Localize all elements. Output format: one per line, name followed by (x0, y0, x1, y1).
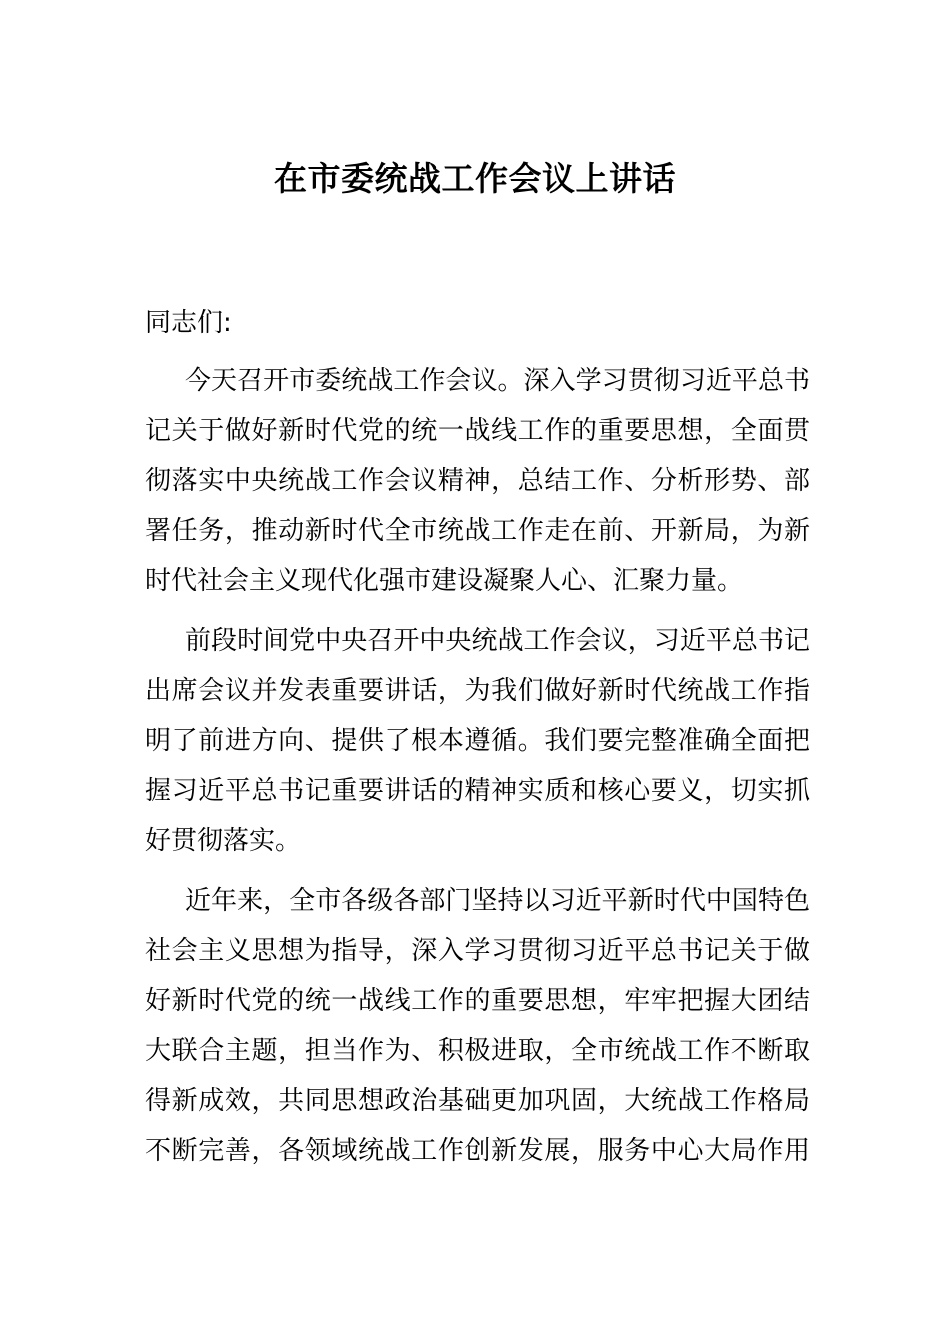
paragraph-line: 好贯彻落实。 (145, 826, 302, 856)
paragraph-1 (145, 356, 810, 606)
paragraph-line: 出席会议并发表重要讲话，为我们做好新时代统战工作指 (145, 676, 810, 706)
paragraph-line: 前段时间党中央召开中央统战工作会议，习近平总书记 (185, 626, 810, 656)
paragraph-line: 握习近平总书记重要讲话的精神实质和核心要义，切实抓 (145, 776, 810, 806)
paragraph-line: 好新时代党的统一战线工作的重要思想，牢牢把握大团结 (145, 986, 810, 1016)
document-title: 在市委统战工作会议上讲话 (274, 159, 676, 198)
paragraph-line: 社会主义思想为指导，深入学习贯彻习近平总书记关于做 (145, 936, 810, 966)
paragraph-line: 时代社会主义现代化强市建设凝聚人心、汇聚力量。 (145, 566, 744, 596)
salutation: 同志们: (145, 308, 232, 338)
paragraph-line: 署任务，推动新时代全市统战工作走在前、开新局，为新 (145, 516, 810, 546)
paragraph-2 (145, 616, 810, 866)
paragraph-line: 明了前进方向、提供了根本遵循。我们要完整准确全面把 (145, 726, 810, 756)
paragraph-line: 大联合主题，担当作为、积极进取，全市统战工作不断取 (145, 1036, 810, 1066)
paragraph-3 (145, 876, 810, 1176)
paragraph-line: 不断完善，各领域统战工作创新发展，服务中心大局作用 (145, 1136, 810, 1166)
paragraph-line: 记关于做好新时代党的统一战线工作的重要思想，全面贯 (145, 416, 810, 446)
paragraph-line: 得新成效，共同思想政治基础更加巩固，大统战工作格局 (145, 1086, 810, 1116)
paragraph-line: 彻落实中央统战工作会议精神，总结工作、分析形势、部 (145, 466, 810, 496)
paragraph-line: 近年来，全市各级各部门坚持以习近平新时代中国特色 (185, 886, 810, 916)
paragraph-line: 今天召开市委统战工作会议。深入学习贯彻习近平总书 (185, 366, 810, 396)
